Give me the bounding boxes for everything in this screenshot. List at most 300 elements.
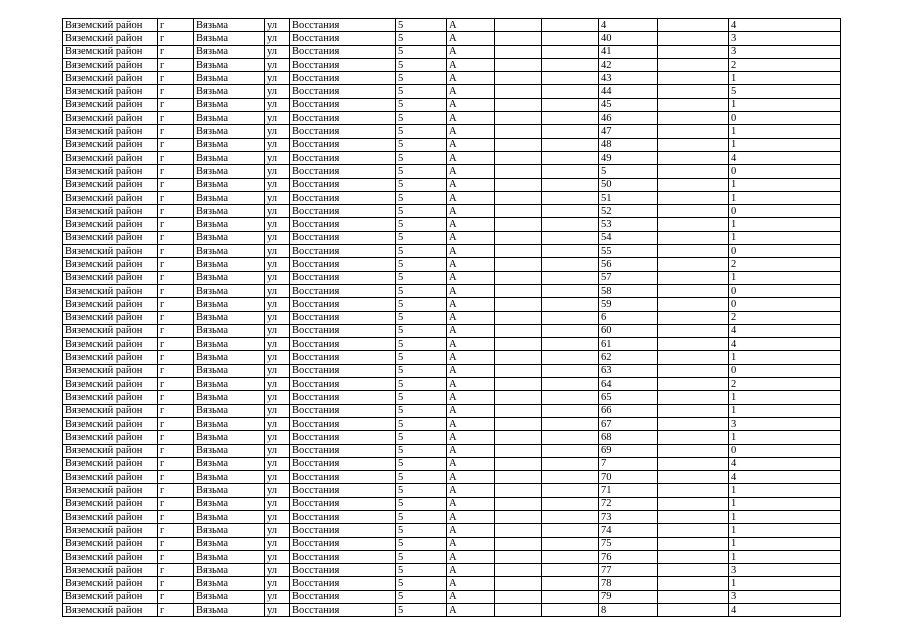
empty-cell-1 <box>495 364 542 377</box>
house-cell: 5 <box>396 404 447 417</box>
settlement-type-cell: г <box>158 58 194 71</box>
empty-cell-1 <box>495 125 542 138</box>
empty-cell-3 <box>658 391 729 404</box>
district-cell: Вяземский район <box>63 537 158 550</box>
empty-cell-1 <box>495 19 542 32</box>
house-cell: 5 <box>396 364 447 377</box>
empty-cell-3 <box>658 112 729 125</box>
count-cell: 1 <box>729 577 841 590</box>
settlement-cell: Вязьма <box>194 391 265 404</box>
house-cell: 5 <box>396 457 447 470</box>
apartment-cell: 61 <box>599 338 658 351</box>
table-row <box>63 45 841 58</box>
settlement-cell: Вязьма <box>194 550 265 563</box>
street-type-cell: ул <box>265 604 290 617</box>
building-letter-cell: А <box>447 417 495 430</box>
street-type-cell: ул <box>265 457 290 470</box>
empty-cell-2 <box>542 444 599 457</box>
table-body <box>63 19 841 617</box>
building-letter-cell: А <box>447 378 495 391</box>
settlement-cell: Вязьма <box>194 138 265 151</box>
street-type-cell: ул <box>265 258 290 271</box>
district-cell: Вяземский район <box>63 85 158 98</box>
house-cell: 5 <box>396 510 447 523</box>
table-row <box>63 125 841 138</box>
district-cell: Вяземский район <box>63 391 158 404</box>
house-cell: 5 <box>396 524 447 537</box>
table-row <box>63 471 841 484</box>
street-type-cell: ул <box>265 191 290 204</box>
table-row <box>63 550 841 563</box>
street-cell: Восстания <box>290 85 396 98</box>
street-type-cell: ул <box>265 58 290 71</box>
street-type-cell: ул <box>265 125 290 138</box>
settlement-type-cell: г <box>158 510 194 523</box>
empty-cell-3 <box>658 32 729 45</box>
table-row <box>63 510 841 523</box>
settlement-cell: Вязьма <box>194 72 265 85</box>
empty-cell-2 <box>542 298 599 311</box>
street-cell: Восстания <box>290 32 396 45</box>
building-letter-cell: А <box>447 577 495 590</box>
count-cell: 0 <box>729 245 841 258</box>
settlement-cell: Вязьма <box>194 245 265 258</box>
building-letter-cell: А <box>447 72 495 85</box>
empty-cell-3 <box>658 404 729 417</box>
street-cell: Восстания <box>290 125 396 138</box>
empty-cell-1 <box>495 112 542 125</box>
apartment-cell: 47 <box>599 125 658 138</box>
table-row <box>63 112 841 125</box>
settlement-type-cell: г <box>158 32 194 45</box>
empty-cell-2 <box>542 72 599 85</box>
street-cell: Восстания <box>290 205 396 218</box>
empty-cell-3 <box>658 98 729 111</box>
empty-cell-2 <box>542 19 599 32</box>
empty-cell-2 <box>542 85 599 98</box>
table-row <box>63 218 841 231</box>
apartment-cell: 51 <box>599 191 658 204</box>
apartment-cell: 8 <box>599 604 658 617</box>
table-row <box>63 564 841 577</box>
empty-cell-1 <box>495 45 542 58</box>
settlement-cell: Вязьма <box>194 338 265 351</box>
street-type-cell: ул <box>265 112 290 125</box>
house-cell: 5 <box>396 338 447 351</box>
count-cell: 2 <box>729 58 841 71</box>
street-cell: Восстания <box>290 404 396 417</box>
empty-cell-2 <box>542 218 599 231</box>
settlement-cell: Вязьма <box>194 497 265 510</box>
table-row <box>63 311 841 324</box>
building-letter-cell: А <box>447 205 495 218</box>
settlement-type-cell: г <box>158 590 194 603</box>
count-cell: 1 <box>729 231 841 244</box>
street-cell: Восстания <box>290 218 396 231</box>
empty-cell-3 <box>658 85 729 98</box>
empty-cell-3 <box>658 417 729 430</box>
empty-cell-2 <box>542 58 599 71</box>
street-cell: Восстания <box>290 378 396 391</box>
settlement-cell: Вязьма <box>194 417 265 430</box>
building-letter-cell: А <box>447 364 495 377</box>
apartment-cell: 4 <box>599 19 658 32</box>
settlement-cell: Вязьма <box>194 125 265 138</box>
table-row <box>63 537 841 550</box>
apartment-cell: 63 <box>599 364 658 377</box>
apartment-cell: 64 <box>599 378 658 391</box>
building-letter-cell: А <box>447 98 495 111</box>
empty-cell-1 <box>495 351 542 364</box>
empty-cell-1 <box>495 391 542 404</box>
count-cell: 0 <box>729 205 841 218</box>
apartment-cell: 53 <box>599 218 658 231</box>
district-cell: Вяземский район <box>63 404 158 417</box>
street-type-cell: ул <box>265 364 290 377</box>
empty-cell-2 <box>542 271 599 284</box>
building-letter-cell: А <box>447 510 495 523</box>
settlement-type-cell: г <box>158 218 194 231</box>
empty-cell-2 <box>542 351 599 364</box>
empty-cell-3 <box>658 351 729 364</box>
building-letter-cell: А <box>447 45 495 58</box>
empty-cell-3 <box>658 271 729 284</box>
address-table <box>62 18 841 617</box>
settlement-type-cell: г <box>158 577 194 590</box>
empty-cell-3 <box>658 471 729 484</box>
district-cell: Вяземский район <box>63 550 158 563</box>
count-cell: 1 <box>729 537 841 550</box>
count-cell: 0 <box>729 298 841 311</box>
settlement-cell: Вязьма <box>194 404 265 417</box>
count-cell: 1 <box>729 72 841 85</box>
empty-cell-3 <box>658 577 729 590</box>
table-row <box>63 205 841 218</box>
house-cell: 5 <box>396 205 447 218</box>
street-cell: Восстания <box>290 391 396 404</box>
settlement-cell: Вязьма <box>194 457 265 470</box>
empty-cell-1 <box>495 590 542 603</box>
settlement-cell: Вязьма <box>194 165 265 178</box>
table-row <box>63 590 841 603</box>
building-letter-cell: А <box>447 590 495 603</box>
house-cell: 5 <box>396 112 447 125</box>
street-cell: Восстания <box>290 258 396 271</box>
settlement-cell: Вязьма <box>194 378 265 391</box>
house-cell: 5 <box>396 151 447 164</box>
settlement-cell: Вязьма <box>194 524 265 537</box>
settlement-cell: Вязьма <box>194 45 265 58</box>
count-cell: 2 <box>729 311 841 324</box>
house-cell: 5 <box>396 231 447 244</box>
district-cell: Вяземский район <box>63 72 158 85</box>
house-cell: 5 <box>396 85 447 98</box>
settlement-type-cell: г <box>158 524 194 537</box>
table-row <box>63 444 841 457</box>
empty-cell-1 <box>495 311 542 324</box>
house-cell: 5 <box>396 604 447 617</box>
empty-cell-1 <box>495 431 542 444</box>
empty-cell-1 <box>495 497 542 510</box>
district-cell: Вяземский район <box>63 457 158 470</box>
count-cell: 4 <box>729 151 841 164</box>
empty-cell-3 <box>658 178 729 191</box>
empty-cell-3 <box>658 298 729 311</box>
building-letter-cell: А <box>447 497 495 510</box>
district-cell: Вяземский район <box>63 604 158 617</box>
street-type-cell: ул <box>265 417 290 430</box>
table-row <box>63 364 841 377</box>
street-cell: Восстания <box>290 537 396 550</box>
empty-cell-1 <box>495 191 542 204</box>
street-type-cell: ул <box>265 151 290 164</box>
house-cell: 5 <box>396 324 447 337</box>
street-cell: Восстания <box>290 151 396 164</box>
empty-cell-2 <box>542 32 599 45</box>
apartment-cell: 72 <box>599 497 658 510</box>
empty-cell-2 <box>542 165 599 178</box>
empty-cell-3 <box>658 537 729 550</box>
empty-cell-2 <box>542 245 599 258</box>
street-cell: Восстания <box>290 497 396 510</box>
district-cell: Вяземский район <box>63 32 158 45</box>
building-letter-cell: А <box>447 258 495 271</box>
settlement-type-cell: г <box>158 245 194 258</box>
empty-cell-3 <box>658 231 729 244</box>
settlement-type-cell: г <box>158 19 194 32</box>
empty-cell-2 <box>542 324 599 337</box>
empty-cell-3 <box>658 19 729 32</box>
table-row <box>63 191 841 204</box>
empty-cell-1 <box>495 98 542 111</box>
empty-cell-3 <box>658 484 729 497</box>
count-cell: 1 <box>729 510 841 523</box>
empty-cell-1 <box>495 32 542 45</box>
street-cell: Восстания <box>290 178 396 191</box>
empty-cell-1 <box>495 271 542 284</box>
district-cell: Вяземский район <box>63 298 158 311</box>
empty-cell-2 <box>542 378 599 391</box>
building-letter-cell: А <box>447 391 495 404</box>
street-cell: Восстания <box>290 338 396 351</box>
settlement-type-cell: г <box>158 324 194 337</box>
table-row <box>63 497 841 510</box>
district-cell: Вяземский район <box>63 112 158 125</box>
building-letter-cell: А <box>447 125 495 138</box>
table-row <box>63 19 841 32</box>
settlement-type-cell: г <box>158 364 194 377</box>
apartment-cell: 58 <box>599 284 658 297</box>
empty-cell-1 <box>495 178 542 191</box>
street-type-cell: ул <box>265 205 290 218</box>
table-row <box>63 58 841 71</box>
table-row <box>63 338 841 351</box>
district-cell: Вяземский район <box>63 497 158 510</box>
street-cell: Восстания <box>290 191 396 204</box>
street-cell: Восстания <box>290 245 396 258</box>
settlement-cell: Вязьма <box>194 537 265 550</box>
building-letter-cell: А <box>447 484 495 497</box>
count-cell: 4 <box>729 338 841 351</box>
street-type-cell: ул <box>265 138 290 151</box>
settlement-cell: Вязьма <box>194 32 265 45</box>
building-letter-cell: А <box>447 58 495 71</box>
street-cell: Восстания <box>290 351 396 364</box>
settlement-cell: Вязьма <box>194 484 265 497</box>
apartment-cell: 71 <box>599 484 658 497</box>
apartment-cell: 78 <box>599 577 658 590</box>
count-cell: 2 <box>729 378 841 391</box>
empty-cell-1 <box>495 510 542 523</box>
empty-cell-3 <box>658 45 729 58</box>
apartment-cell: 43 <box>599 72 658 85</box>
apartment-cell: 73 <box>599 510 658 523</box>
house-cell: 5 <box>396 58 447 71</box>
district-cell: Вяземский район <box>63 364 158 377</box>
count-cell: 1 <box>729 178 841 191</box>
house-cell: 5 <box>396 550 447 563</box>
empty-cell-2 <box>542 550 599 563</box>
empty-cell-3 <box>658 72 729 85</box>
settlement-type-cell: г <box>158 444 194 457</box>
house-cell: 5 <box>396 125 447 138</box>
building-letter-cell: А <box>447 537 495 550</box>
empty-cell-2 <box>542 364 599 377</box>
house-cell: 5 <box>396 218 447 231</box>
apartment-cell: 50 <box>599 178 658 191</box>
settlement-cell: Вязьма <box>194 151 265 164</box>
apartment-cell: 41 <box>599 45 658 58</box>
settlement-cell: Вязьма <box>194 178 265 191</box>
settlement-cell: Вязьма <box>194 311 265 324</box>
street-type-cell: ул <box>265 45 290 58</box>
district-cell: Вяземский район <box>63 284 158 297</box>
count-cell: 3 <box>729 32 841 45</box>
empty-cell-2 <box>542 125 599 138</box>
street-cell: Восстания <box>290 524 396 537</box>
count-cell: 4 <box>729 471 841 484</box>
street-cell: Восстания <box>290 165 396 178</box>
building-letter-cell: А <box>447 191 495 204</box>
empty-cell-3 <box>658 524 729 537</box>
house-cell: 5 <box>396 98 447 111</box>
count-cell: 4 <box>729 324 841 337</box>
table-row <box>63 378 841 391</box>
settlement-cell: Вязьма <box>194 431 265 444</box>
empty-cell-3 <box>658 245 729 258</box>
street-cell: Восстания <box>290 457 396 470</box>
empty-cell-3 <box>658 364 729 377</box>
house-cell: 5 <box>396 72 447 85</box>
empty-cell-1 <box>495 484 542 497</box>
empty-cell-2 <box>542 537 599 550</box>
street-cell: Восстания <box>290 510 396 523</box>
empty-cell-1 <box>495 404 542 417</box>
empty-cell-3 <box>658 431 729 444</box>
empty-cell-2 <box>542 577 599 590</box>
empty-cell-2 <box>542 231 599 244</box>
table-row <box>63 231 841 244</box>
district-cell: Вяземский район <box>63 165 158 178</box>
apartment-cell: 52 <box>599 205 658 218</box>
count-cell: 4 <box>729 457 841 470</box>
building-letter-cell: А <box>447 245 495 258</box>
street-cell: Восстания <box>290 550 396 563</box>
district-cell: Вяземский район <box>63 324 158 337</box>
street-cell: Восстания <box>290 324 396 337</box>
settlement-cell: Вязьма <box>194 258 265 271</box>
count-cell: 1 <box>729 524 841 537</box>
empty-cell-1 <box>495 165 542 178</box>
house-cell: 5 <box>396 271 447 284</box>
street-type-cell: ул <box>265 564 290 577</box>
empty-cell-2 <box>542 510 599 523</box>
settlement-type-cell: г <box>158 404 194 417</box>
empty-cell-3 <box>658 550 729 563</box>
count-cell: 1 <box>729 550 841 563</box>
table-row <box>63 431 841 444</box>
empty-cell-2 <box>542 258 599 271</box>
street-type-cell: ул <box>265 471 290 484</box>
district-cell: Вяземский район <box>63 178 158 191</box>
empty-cell-1 <box>495 72 542 85</box>
settlement-type-cell: г <box>158 178 194 191</box>
house-cell: 5 <box>396 417 447 430</box>
empty-cell-1 <box>495 524 542 537</box>
building-letter-cell: А <box>447 311 495 324</box>
street-cell: Восстания <box>290 484 396 497</box>
table-row <box>63 524 841 537</box>
settlement-cell: Вязьма <box>194 231 265 244</box>
empty-cell-1 <box>495 298 542 311</box>
street-cell: Восстания <box>290 112 396 125</box>
settlement-cell: Вязьма <box>194 98 265 111</box>
settlement-type-cell: г <box>158 271 194 284</box>
street-type-cell: ул <box>265 32 290 45</box>
building-letter-cell: А <box>447 112 495 125</box>
apartment-cell: 70 <box>599 471 658 484</box>
settlement-type-cell: г <box>158 125 194 138</box>
empty-cell-1 <box>495 284 542 297</box>
house-cell: 5 <box>396 32 447 45</box>
apartment-cell: 79 <box>599 590 658 603</box>
empty-cell-1 <box>495 85 542 98</box>
street-type-cell: ул <box>265 231 290 244</box>
settlement-cell: Вязьма <box>194 577 265 590</box>
settlement-type-cell: г <box>158 165 194 178</box>
street-cell: Восстания <box>290 98 396 111</box>
count-cell: 5 <box>729 85 841 98</box>
settlement-cell: Вязьма <box>194 298 265 311</box>
settlement-type-cell: г <box>158 431 194 444</box>
district-cell: Вяземский район <box>63 444 158 457</box>
empty-cell-3 <box>658 138 729 151</box>
street-cell: Восстания <box>290 271 396 284</box>
settlement-type-cell: г <box>158 138 194 151</box>
settlement-type-cell: г <box>158 497 194 510</box>
settlement-cell: Вязьма <box>194 205 265 218</box>
house-cell: 5 <box>396 351 447 364</box>
settlement-cell: Вязьма <box>194 85 265 98</box>
street-type-cell: ул <box>265 378 290 391</box>
street-type-cell: ул <box>265 271 290 284</box>
district-cell: Вяземский район <box>63 417 158 430</box>
empty-cell-1 <box>495 457 542 470</box>
apartment-cell: 7 <box>599 457 658 470</box>
street-type-cell: ул <box>265 19 290 32</box>
building-letter-cell: А <box>447 524 495 537</box>
street-cell: Восстания <box>290 58 396 71</box>
